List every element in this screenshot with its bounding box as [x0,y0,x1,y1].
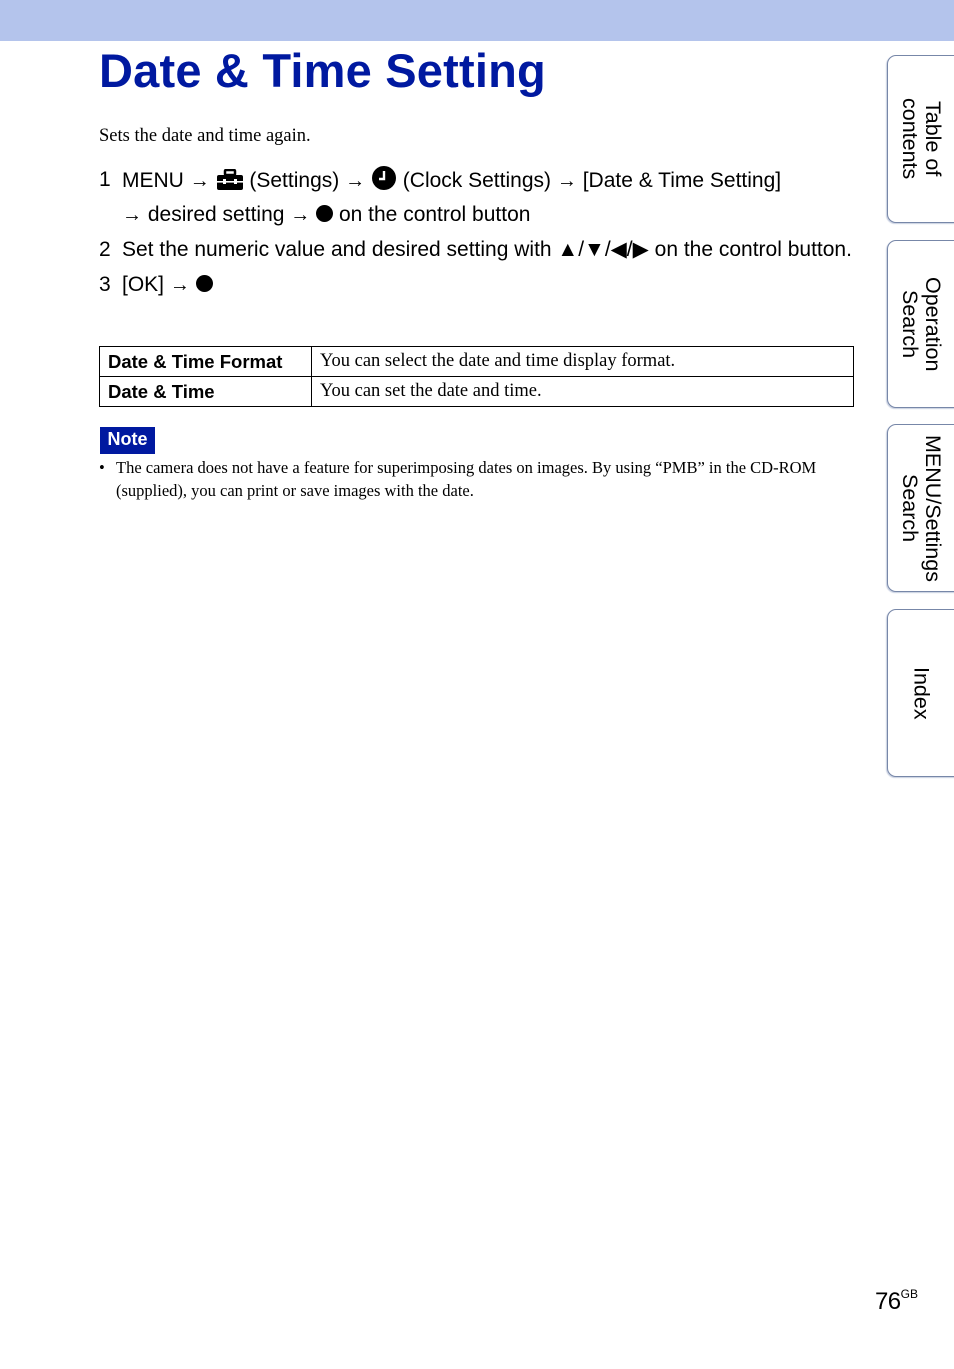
settings-toolbox-icon [216,169,244,200]
step-2-text-before: Set the numeric value and desired setting with [122,238,552,261]
arrow-icon: → [556,170,577,192]
date-time-setting-label: [Date & Time Setting] [582,169,782,192]
note-text [99,457,834,502]
note-body: The camera does not have a feature for superimposing dates on images. By using “PMB” in the CD-ROM (supplied), you can print or save images with the date. [116,458,817,500]
tab-index[interactable] [887,609,954,777]
setting-name: Date & Time [100,377,312,407]
step-3 [99,270,869,300]
table-row [100,347,854,377]
tab-menu-settings-search[interactable] [887,424,954,592]
clock-icon [371,165,397,200]
page-number-suffix: GB [900,1287,918,1301]
page-number-value: 76 [874,1288,901,1315]
clock-settings-label: (Clock Settings) [402,169,551,192]
center-button-icon [316,205,333,222]
step-2 [99,235,869,265]
tab-operation-search[interactable] [887,240,954,408]
tab-label-wrap [888,610,954,776]
arrow-icon: → [345,170,366,192]
bullet-icon: • [99,458,105,477]
tab-label-wrap [888,425,954,591]
arrow-icon: → [290,204,311,226]
setting-description: You can set the date and time. [312,377,854,407]
tab-label: MENU/Settings Search [898,434,945,582]
step-1 [99,165,869,230]
top-color-band [0,0,954,41]
settings-table [99,346,854,407]
page-title: Date & Time Setting [99,44,546,97]
step-number: 1 [99,168,111,191]
setting-name: Date & Time Format [100,347,312,377]
note-badge: Note [100,427,155,454]
step-number: 2 [99,238,111,261]
ok-label: [OK] [122,273,165,296]
intro-text: Sets the date and time again. [99,126,311,146]
control-button-label: on the control button [338,203,531,226]
tab-label-wrap [888,241,954,407]
arrow-icon: → [189,170,210,192]
menu-label: MENU [122,169,184,192]
setting-description: You can select the date and time display format. [312,347,854,377]
page-number [875,1287,918,1316]
center-button-icon [196,275,213,292]
tab-label: Operation Search [898,276,945,372]
steps-list [99,165,869,305]
tab-label: Index [909,666,934,720]
table-row [100,377,854,407]
arrow-icon: → [169,274,190,296]
settings-label: (Settings) [249,169,340,192]
tab-table-of-contents[interactable] [887,55,954,223]
direction-keys-icon: ▲/▼/◀/▶ [557,238,649,261]
tab-label: Table of contents [898,98,945,180]
tab-label-wrap [888,56,954,222]
arrow-icon: → [122,204,142,226]
desired-setting-label: desired setting [147,203,285,226]
step-2-text-after: on the control button. [654,238,852,261]
step-number: 3 [99,273,111,296]
